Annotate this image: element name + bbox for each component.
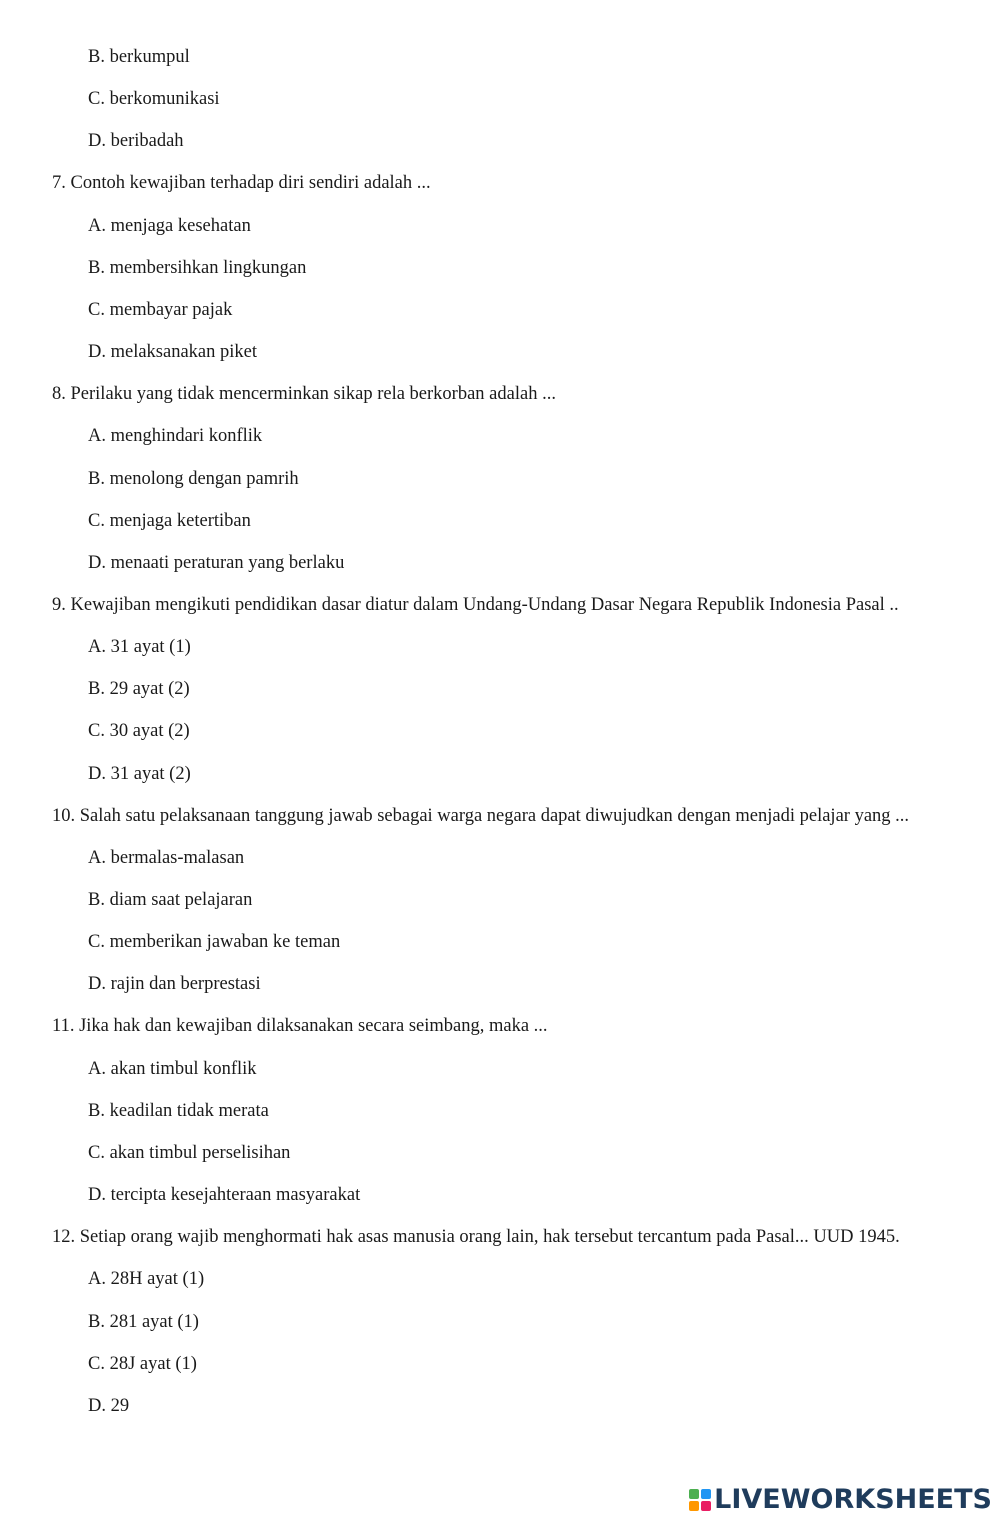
- liveworksheets-brand: [689, 1482, 992, 1518]
- answer-option: D. 31 ayat (2): [88, 763, 191, 784]
- answer-option: B. menolong dengan pamrih: [88, 468, 299, 489]
- question-text: 12. Setiap orang wajib menghormati hak asas manusia orang lain, hak tersebut tercantum pada Pasal... UUD 1945.: [52, 1227, 900, 1248]
- answer-option: D. rajin dan berprestasi: [88, 974, 261, 995]
- answer-option: B. 281 ayat (1): [88, 1311, 199, 1332]
- answer-option: D. 29: [88, 1395, 130, 1416]
- liveworksheets-logo-icon: [689, 1489, 711, 1511]
- logo-square-4: [701, 1501, 711, 1511]
- answer-option: D. melaksanakan piket: [88, 342, 258, 363]
- answer-option: A. menjaga kesehatan: [88, 215, 251, 236]
- answer-option: A. akan timbul konflik: [88, 1058, 257, 1079]
- answer-option: D. beribadah: [88, 131, 184, 152]
- question-text: 8. Perilaku yang tidak mencerminkan sikap rela berkorban adalah ...: [52, 384, 556, 405]
- logo-square-2: [701, 1489, 711, 1499]
- answer-option: B. diam saat pelajaran: [88, 890, 253, 910]
- answer-option: D. menaati peraturan yang berlaku: [88, 552, 345, 573]
- answer-option: C. memberikan jawaban ke teman: [88, 932, 341, 953]
- question-text: 9. Kewajiban mengikuti pendidikan dasar diatur dalam Undang-Undang Dasar Negara Republik Indonesia Pasal ..: [52, 594, 899, 615]
- answer-option: C. membayar pajak: [88, 299, 233, 320]
- answer-option: B. membersihkan lingkungan: [88, 257, 307, 278]
- answer-option: B. 29 ayat (2): [88, 679, 190, 700]
- answer-option: A. 28H ayat (1): [88, 1269, 205, 1290]
- brand-name: LIVEWORKSHEETS: [714, 1484, 992, 1515]
- question-text: 7. Contoh kewajiban terhadap diri sendiri adalah ...: [52, 173, 431, 194]
- answer-option: B. berkumpul: [88, 47, 190, 67]
- answer-option: C. berkomunikasi: [88, 89, 220, 110]
- logo-square-3: [689, 1501, 699, 1511]
- logo-square-1: [689, 1489, 699, 1499]
- answer-option: D. tercipta kesejahteraan masyarakat: [88, 1185, 361, 1205]
- answer-option: C. 28J ayat (1): [88, 1353, 197, 1374]
- answer-option: B. keadilan tidak merata: [88, 1100, 269, 1121]
- answer-option: A. bermalas-malasan: [88, 847, 245, 868]
- answer-option: C. akan timbul perselisihan: [88, 1142, 291, 1163]
- answer-option: A. menghindari konflik: [88, 426, 263, 447]
- question-text: 11. Jika hak dan kewajiban dilaksanakan secara seimbang, maka ...: [52, 1016, 548, 1037]
- answer-option: C. 30 ayat (2): [88, 721, 190, 742]
- question-text: 10. Salah satu pelaksanaan tanggung jawab sebagai warga negara dapat diwujudkan dengan menjadi pelajar yang ...: [52, 805, 910, 826]
- answer-option: A. 31 ayat (1): [88, 637, 191, 658]
- answer-option: C. menjaga ketertiban: [88, 510, 251, 531]
